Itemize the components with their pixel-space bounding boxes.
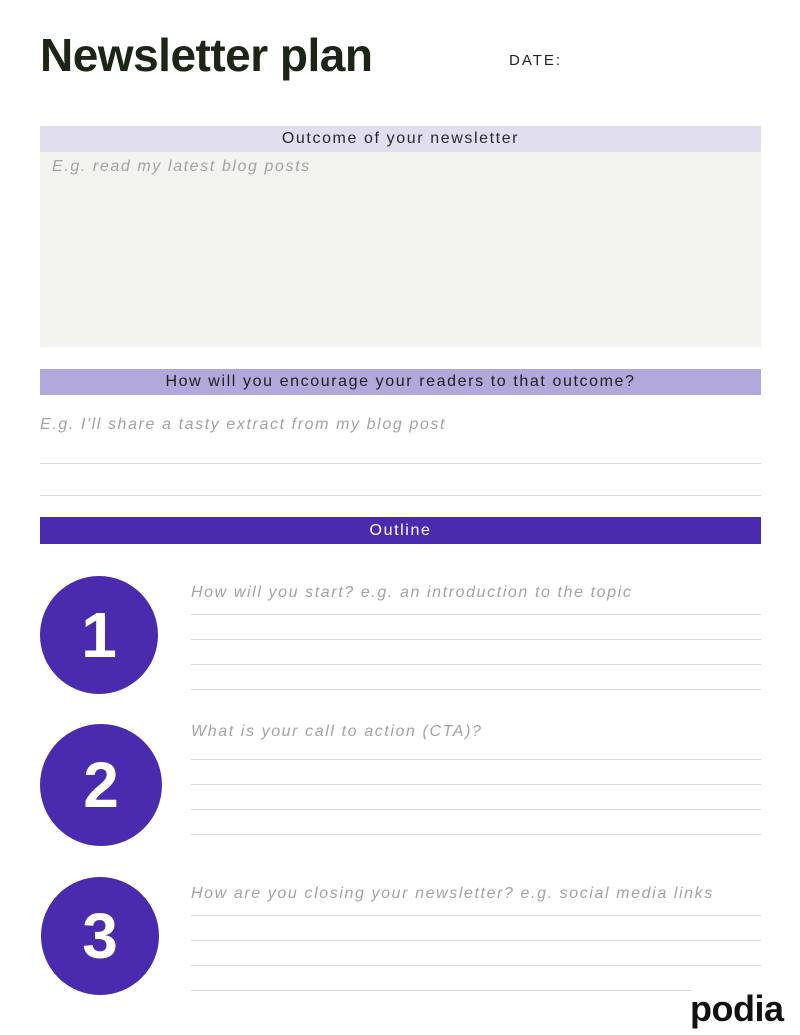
step-2-line[interactable] xyxy=(191,784,761,785)
step-2-line[interactable] xyxy=(191,834,761,835)
encourage-placeholder: E.g. I'll share a tasty extract from my blog post xyxy=(40,416,447,433)
outline-heading: Outline xyxy=(40,517,761,544)
step-1-line[interactable] xyxy=(191,689,761,690)
page-title: Newsletter plan xyxy=(40,29,373,81)
outcome-placeholder: E.g. read my latest blog posts xyxy=(52,158,311,175)
step-3-prompt: How are you closing your newsletter? e.g. social media links xyxy=(191,885,714,902)
step-3-line[interactable] xyxy=(191,965,761,966)
encourage-line[interactable] xyxy=(40,463,761,464)
step-1-line[interactable] xyxy=(191,614,761,615)
step-1-prompt: How will you start? e.g. an introduction to the topic xyxy=(191,584,633,601)
date-field[interactable] xyxy=(580,46,760,74)
step-3-number-badge: 3 xyxy=(41,877,159,995)
step-3-line[interactable] xyxy=(191,915,761,916)
step-3-line[interactable] xyxy=(191,940,761,941)
step-2-number-badge: 2 xyxy=(40,724,162,846)
outcome-heading: Outcome of your newsletter xyxy=(40,126,761,152)
step-2-line[interactable] xyxy=(191,809,761,810)
podia-logo: podia xyxy=(690,988,784,1029)
outcome-input-area[interactable] xyxy=(40,152,761,347)
step-1-line[interactable] xyxy=(191,664,761,665)
step-3-line[interactable] xyxy=(191,990,691,991)
step-2-line[interactable] xyxy=(191,759,761,760)
encourage-line[interactable] xyxy=(40,495,761,496)
step-1-number-badge: 1 xyxy=(40,576,158,694)
step-2-prompt: What is your call to action (CTA)? xyxy=(191,723,483,740)
step-1-line[interactable] xyxy=(191,639,761,640)
encourage-heading: How will you encourage your readers to that outcome? xyxy=(40,369,761,395)
date-label: DATE: xyxy=(509,52,563,69)
